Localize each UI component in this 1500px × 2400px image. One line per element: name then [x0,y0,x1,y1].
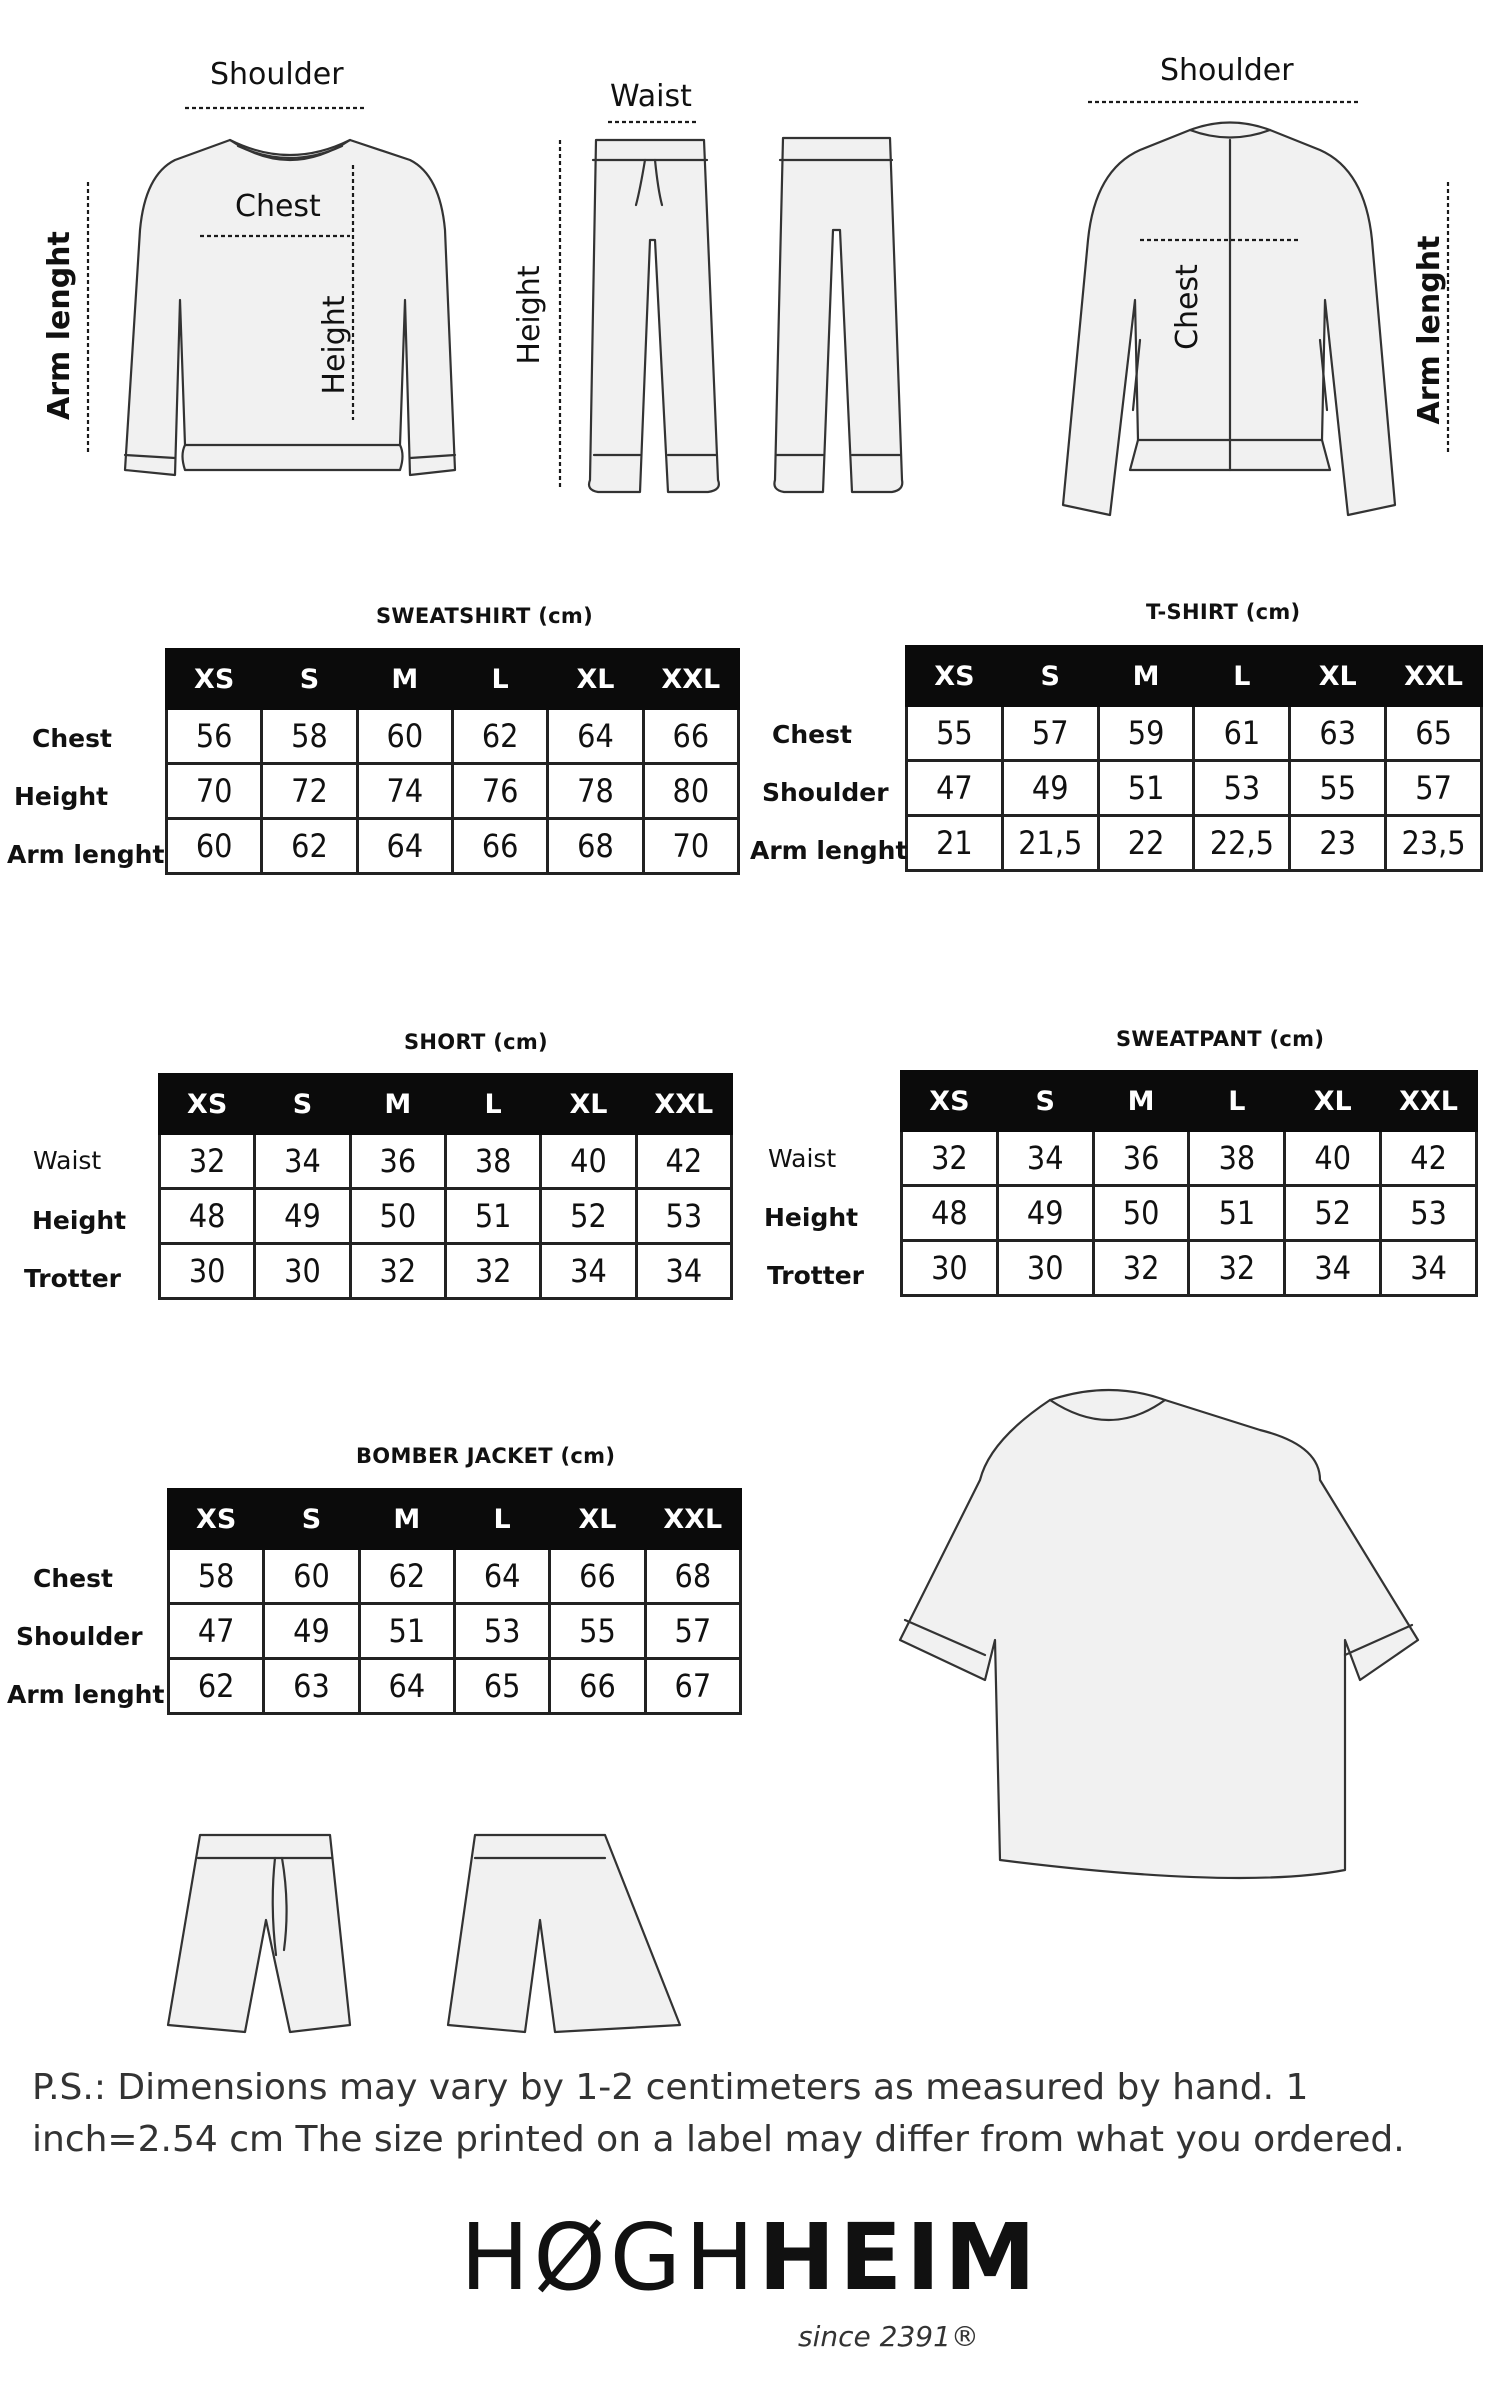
table-cell: 60 [264,1549,359,1604]
table-cell: 34 [997,1131,1093,1186]
table-cell: 80 [643,764,738,819]
size-header-xs: XS [167,650,262,709]
table-cell: 32 [350,1244,445,1299]
table-cell: 32 [1189,1241,1285,1296]
table-row [160,1134,732,1189]
table-cell: 64 [454,1549,549,1604]
table-row [160,1244,732,1299]
table-cell: 68 [548,819,643,874]
size-header-m: M [359,1490,454,1549]
table-cell: 49 [1002,761,1098,816]
note-text: Dimensions may vary by 1-2 centimeters as measured by hand. 1 inch=2.54 cm The size printed on a label may differ from what you ordered. [32,2067,1405,2160]
sweatshirt-row-label-arm: Arm lenght [7,840,165,869]
table-row [902,1131,1477,1186]
table-cell: 30 [255,1244,350,1299]
sweatshirt-row-label-chest: Chest [32,724,112,753]
brand-since: since 2391® [798,2320,979,2353]
size-header-xxl: XXL [1381,1072,1477,1131]
table-cell: 34 [1381,1241,1477,1296]
bomber-row-label-chest: Chest [33,1564,113,1593]
table-cell: 61 [1194,706,1290,761]
short-back-sketch [448,1835,680,2032]
sweatshirt-arm-label: Arm lenght [42,231,77,420]
size-header-xs: XS [902,1072,998,1131]
size-header-row [169,1490,741,1549]
table-cell: 67 [645,1659,740,1714]
size-header-xs: XS [169,1490,264,1549]
table-cell: 55 [1290,761,1386,816]
table-cell: 40 [541,1134,636,1189]
table-cell: 52 [541,1189,636,1244]
tshirt-row-label-shoulder: Shoulder [762,778,889,807]
table-cell: 21 [907,816,1003,871]
table-cell: 32 [902,1131,998,1186]
tshirt-chart-title: T-SHIRT (cm) [1146,600,1301,624]
table-cell: 34 [255,1134,350,1189]
table-cell: 47 [907,761,1003,816]
table-cell: 78 [548,764,643,819]
bomber-chest-label: Chest [1170,264,1205,350]
size-header-s: S [997,1072,1093,1131]
pants-height-label: Height [512,265,547,365]
table-cell: 74 [357,764,452,819]
table-cell: 63 [1290,706,1386,761]
table-row [167,819,739,874]
note-prefix: P.S.: [32,2067,106,2108]
table-cell: 34 [541,1244,636,1299]
table-cell: 66 [452,819,547,874]
table-cell: 53 [454,1604,549,1659]
table-cell: 30 [902,1241,998,1296]
brand-bold: HEIM [758,2204,1040,2311]
sweatpant-size-table [900,1070,1478,1297]
table-cell: 42 [1381,1131,1477,1186]
table-cell: 59 [1098,706,1194,761]
table-cell: 51 [1189,1186,1285,1241]
table-row [169,1659,741,1714]
sweatpant-row-label-waist: Waist [768,1144,837,1173]
table-cell: 21,5 [1002,816,1098,871]
table-cell: 68 [645,1549,740,1604]
tshirt-sketch [900,1390,1418,1878]
tshirt-size-table [905,645,1483,872]
sweatshirt-size-table [165,648,740,875]
size-header-row [167,650,739,709]
size-header-m: M [357,650,452,709]
table-cell: 56 [167,709,262,764]
table-cell: 42 [636,1134,731,1189]
table-cell: 53 [636,1189,731,1244]
table-cell: 32 [160,1134,255,1189]
table-cell: 38 [1189,1131,1285,1186]
pants-waist-label: Waist [610,79,692,114]
size-header-m: M [350,1075,445,1134]
table-cell: 38 [445,1134,540,1189]
table-row [902,1186,1477,1241]
table-cell: 62 [169,1659,264,1714]
size-header-s: S [1002,647,1098,706]
size-header-s: S [262,650,357,709]
short-row-label-trotter: Trotter [24,1264,121,1293]
size-header-l: L [445,1075,540,1134]
table-row [169,1549,741,1604]
sweatshirt-chart-title: SWEATSHIRT (cm) [376,604,593,628]
table-cell: 53 [1381,1186,1477,1241]
size-header-xl: XL [550,1490,645,1549]
size-header-xl: XL [1285,1072,1381,1131]
size-header-xl: XL [1290,647,1386,706]
table-row [169,1604,741,1659]
table-cell: 65 [454,1659,549,1714]
table-cell: 36 [350,1134,445,1189]
size-header-xs: XS [160,1075,255,1134]
table-cell: 40 [1285,1131,1381,1186]
table-cell: 49 [255,1189,350,1244]
bomber-row-label-arm: Arm lenght [7,1680,165,1709]
brand-logo [0,2204,1500,2311]
table-row [160,1189,732,1244]
table-row [907,761,1482,816]
table-cell: 48 [160,1189,255,1244]
table-row [167,709,739,764]
brand-light: HØGH [460,2204,759,2311]
table-cell: 49 [997,1186,1093,1241]
short-size-table [158,1073,733,1300]
table-row [907,706,1482,761]
table-row [167,764,739,819]
table-cell: 64 [359,1659,454,1714]
size-header-xl: XL [548,650,643,709]
size-header-s: S [255,1075,350,1134]
tshirt-row-label-arm: Arm lenght [750,836,908,865]
table-row [902,1241,1477,1296]
table-cell: 58 [169,1549,264,1604]
table-cell: 65 [1386,706,1482,761]
table-cell: 32 [445,1244,540,1299]
sweatpant-row-label-trotter: Trotter [767,1261,864,1290]
size-header-xxl: XXL [643,650,738,709]
sweatshirt-height-label: Height [317,295,352,395]
table-cell: 51 [1098,761,1194,816]
short-chart-title: SHORT (cm) [404,1030,548,1054]
table-cell: 62 [359,1549,454,1604]
table-cell: 30 [997,1241,1093,1296]
table-cell: 57 [1002,706,1098,761]
size-header-row [902,1072,1477,1131]
bomber-size-table [167,1488,742,1715]
table-cell: 23,5 [1386,816,1482,871]
short-row-label-waist: Waist [33,1146,102,1175]
size-header-m: M [1093,1072,1189,1131]
sweatpant-front-sketch [589,140,719,492]
table-cell: 51 [359,1604,454,1659]
table-cell: 47 [169,1604,264,1659]
table-cell: 34 [1285,1241,1381,1296]
size-header-l: L [452,650,547,709]
sweatshirt-chest-label: Chest [235,189,321,224]
size-header-xxl: XXL [636,1075,731,1134]
table-cell: 64 [357,819,452,874]
size-header-s: S [264,1490,359,1549]
table-cell: 76 [452,764,547,819]
sweatpant-back-sketch [774,138,902,492]
tshirt-row-label-chest: Chest [772,720,852,749]
table-cell: 51 [445,1189,540,1244]
bomber-chart-title: BOMBER JACKET (cm) [356,1444,616,1468]
table-cell: 58 [262,709,357,764]
short-front-sketch [168,1835,350,2032]
sweatshirt-row-label-height: Height [14,782,109,811]
table-cell: 66 [550,1549,645,1604]
table-cell: 36 [1093,1131,1189,1186]
disclaimer-note [32,2062,1452,2166]
sweatshirt-shoulder-label: Shoulder [210,57,344,92]
table-cell: 62 [262,819,357,874]
table-cell: 32 [1093,1241,1189,1296]
table-cell: 57 [1386,761,1482,816]
table-cell: 64 [548,709,643,764]
size-header-m: M [1098,647,1194,706]
size-header-l: L [1189,1072,1285,1131]
size-header-xxl: XXL [1386,647,1482,706]
size-header-l: L [1194,647,1290,706]
size-header-xl: XL [541,1075,636,1134]
table-cell: 62 [452,709,547,764]
table-cell: 66 [550,1659,645,1714]
table-cell: 23 [1290,816,1386,871]
table-cell: 48 [902,1186,998,1241]
table-cell: 22,5 [1194,816,1290,871]
table-cell: 55 [907,706,1003,761]
bomber-shoulder-label: Shoulder [1160,53,1294,88]
size-header-row [160,1075,732,1134]
table-cell: 50 [350,1189,445,1244]
short-row-label-height: Height [32,1206,127,1235]
size-header-xs: XS [907,647,1003,706]
sweatpant-chart-title: SWEATPANT (cm) [1116,1027,1325,1051]
table-cell: 72 [262,764,357,819]
bomber-arm-label: Arm lenght [1412,235,1447,425]
table-row [907,816,1482,871]
table-cell: 34 [636,1244,731,1299]
table-cell: 50 [1093,1186,1189,1241]
sweatpant-row-label-height: Height [764,1203,859,1232]
table-cell: 49 [264,1604,359,1659]
table-cell: 55 [550,1604,645,1659]
table-cell: 60 [357,709,452,764]
table-cell: 70 [167,764,262,819]
table-cell: 22 [1098,816,1194,871]
bomber-row-label-shoulder: Shoulder [16,1622,143,1651]
size-header-row [907,647,1482,706]
table-cell: 52 [1285,1186,1381,1241]
table-cell: 30 [160,1244,255,1299]
table-cell: 66 [643,709,738,764]
bomber-sketch [1063,123,1395,516]
table-cell: 60 [167,819,262,874]
table-cell: 57 [645,1604,740,1659]
size-header-l: L [454,1490,549,1549]
size-header-xxl: XXL [645,1490,740,1549]
table-cell: 63 [264,1659,359,1714]
table-cell: 70 [643,819,738,874]
table-cell: 53 [1194,761,1290,816]
